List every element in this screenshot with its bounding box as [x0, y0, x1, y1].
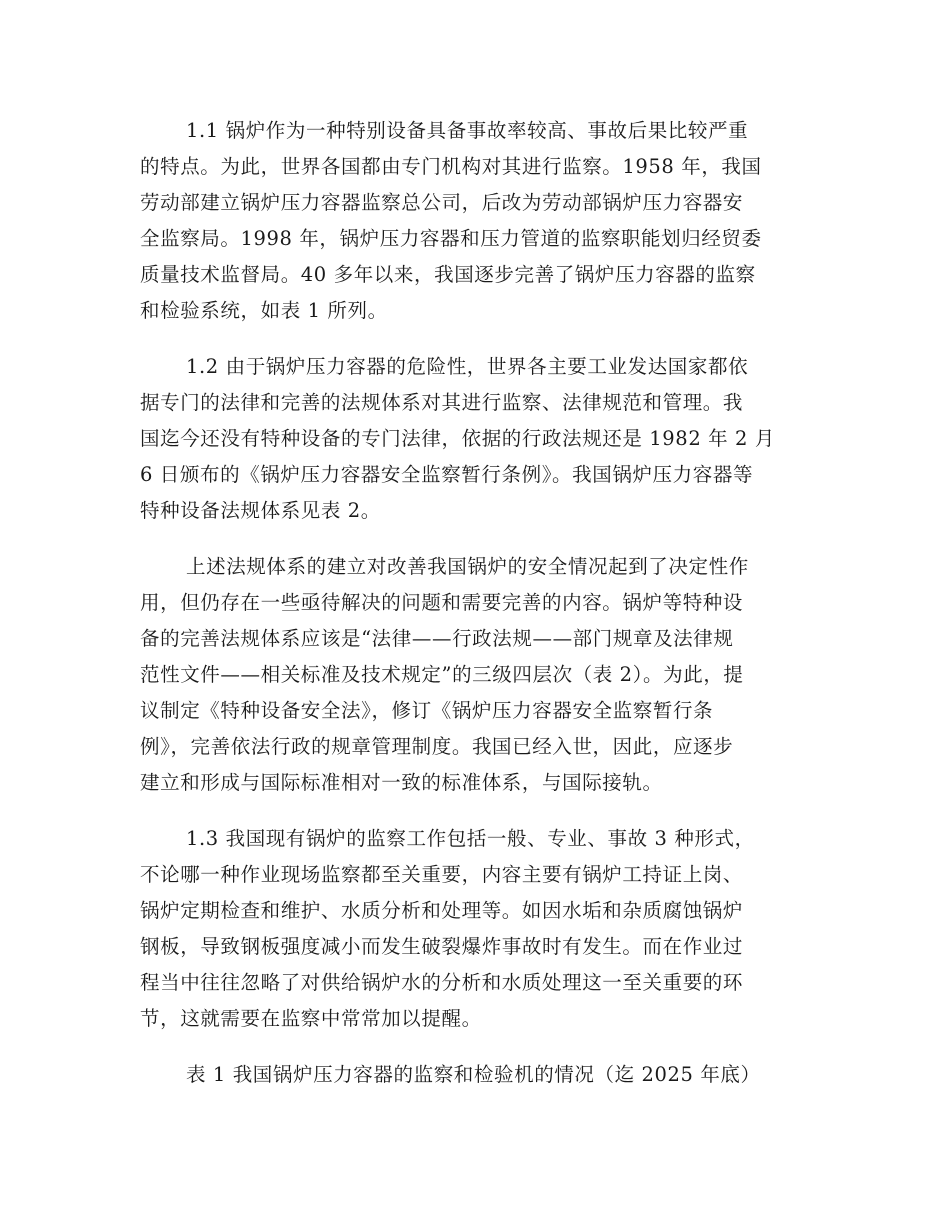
paragraph-regulations	[140, 549, 810, 801]
text-line: 特种设备法规体系见表 2。	[140, 499, 381, 522]
text-line: 6 日颁布的《锅炉压力容器安全监察暂行条例》。我国锅炉压力容器等	[140, 463, 754, 486]
text-line: 全监察局。1998 年，锅炉压力容器和压力管道的监察职能划归经贸委	[140, 227, 762, 250]
text-line: 钢板，导致钢板强度减小而发生破裂爆炸事故时有发生。而在作业过	[140, 935, 744, 958]
text-line: 锅炉定期检查和维护、水质分析和处理等。如因水垢和杂质腐蚀锅炉	[140, 899, 744, 922]
text-line: 不论哪一种作业现场监察都至关重要，内容主要有锅炉工持证上岗、	[140, 863, 744, 886]
text-line: 质量技术监督局。40 多年以来，我国逐步完善了锅炉压力容器的监察	[140, 263, 756, 286]
text-line: 劳动部建立锅炉压力容器监察总公司，后改为劳动部锅炉压力容器安	[140, 191, 744, 214]
text-line: 1.3 我国现有锅炉的监察工作包括一般、专业、事故 3 种形式，	[186, 827, 755, 850]
text-line: 议制定《特种设备安全法》，修订《锅炉压力容器安全监察暂行条	[140, 699, 714, 722]
paragraph-1-2	[140, 349, 810, 529]
text-line: 国迄今还没有特种设备的专门法律，依据的行政法规还是 1982 年 2 月	[140, 427, 775, 450]
table-caption: 表 1 我国锅炉压力容器的监察和检验机的情况（迄 2025 年底）	[186, 1063, 761, 1086]
text-line: 例》，完善依法行政的规章管理制度。我国已经入世，因此，应逐步	[140, 735, 734, 758]
text-line: 备的完善法规体系应该是“法律——行政法规——部门规章及法律规	[140, 627, 734, 650]
text-line: 上述法规体系的建立对改善我国锅炉的安全情况起到了决定性作	[186, 555, 749, 578]
text-line: 范性文件——相关标准及技术规定”的三级四层次（表 2）。为此，提	[140, 663, 744, 686]
text-line: 建立和形成与国际标准相对一致的标准体系，与国际接轨。	[140, 771, 663, 794]
text-line: 节，这就需要在监察中常常加以提醒。	[140, 1007, 482, 1030]
text-line: 的特点。为此，世界各国都由专门机构对其进行监察。1958 年，我国	[140, 155, 762, 178]
text-line: 程当中往往忽略了对供给锅炉水的分析和水质处理这一至关重要的环	[140, 971, 744, 994]
text-line: 用，但仍存在一些亟待解决的问题和需要完善的内容。锅炉等特种设	[140, 591, 744, 614]
document-body	[140, 113, 810, 1093]
paragraph-1-3	[140, 821, 810, 1037]
text-line: 据专门的法律和完善的法规体系对其进行监察、法律规范和管理。我	[140, 391, 744, 414]
text-line: 1.1 锅炉作为一种特别设备具备事故率较高、事故后果比较严重	[186, 119, 749, 142]
text-line: 1.2 由于锅炉压力容器的危险性，世界各主要工业发达国家都依	[186, 355, 749, 378]
paragraph-1-1	[140, 113, 810, 329]
text-line: 和检验系统，如表 1 所列。	[140, 299, 388, 322]
